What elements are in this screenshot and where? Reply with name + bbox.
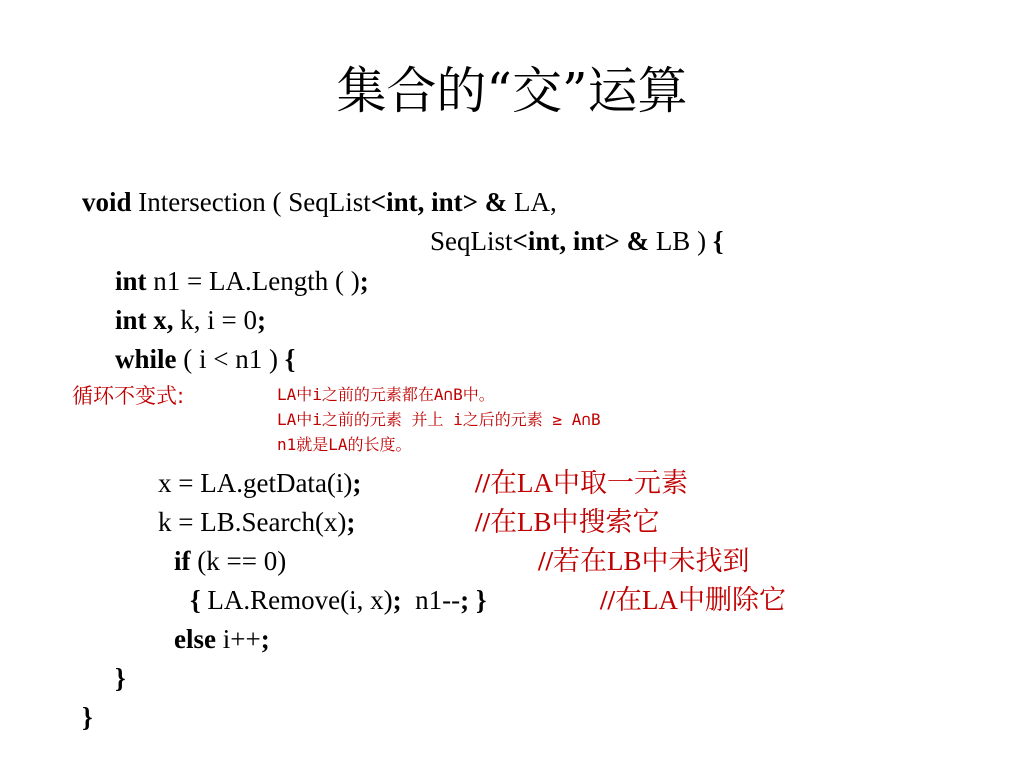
- keyword-while: while: [115, 344, 177, 374]
- statement: i++: [215, 624, 261, 654]
- comment-remove: [600, 583, 786, 617]
- semicolon: ;: [392, 585, 402, 615]
- code-line-while: [115, 342, 295, 376]
- comment-if: [538, 544, 750, 578]
- statement: LA.Remove(i, x): [200, 585, 393, 615]
- code-line-search: [158, 505, 355, 539]
- function-name: Intersection ( SeqList: [131, 187, 371, 217]
- statement: k = LB.Search(x): [158, 507, 347, 537]
- comment-marker: //: [538, 546, 554, 576]
- code-line-getdata: [158, 466, 361, 500]
- slide-title: 集合的“交”运算: [336, 62, 688, 120]
- vars-rest: k, i = 0: [173, 305, 257, 335]
- open-brace: {: [190, 585, 201, 615]
- comment-marker: //: [475, 468, 491, 498]
- invariant-line-3: n1就是LA的长度。: [277, 435, 412, 454]
- code-line-n1-decl: [115, 264, 369, 298]
- close-brace: }: [469, 585, 487, 615]
- if-condition: (k == 0): [190, 546, 287, 576]
- template-args: <int, int>: [512, 226, 620, 256]
- code-line-else: [174, 622, 270, 656]
- param-la: LA,: [507, 187, 557, 217]
- close-brace-function: }: [82, 702, 93, 732]
- statement: x = LA.getData(i): [158, 468, 353, 498]
- semicolon: ;: [346, 507, 356, 537]
- var-x: x,: [146, 305, 174, 335]
- keyword-int: int: [115, 266, 147, 296]
- param-lb: LB ): [649, 226, 707, 256]
- comment-text: 在LA中删除它: [615, 585, 787, 615]
- expression: n1 = LA.Length ( ): [146, 266, 360, 296]
- comment-getdata: [475, 466, 688, 500]
- reference-symbol: &: [478, 187, 508, 217]
- comment-marker: //: [475, 507, 491, 537]
- close-brace-while: }: [115, 663, 126, 693]
- invariant-line-1: LA中i之前的元素都在A∩B中。: [277, 385, 495, 404]
- invariant-label: 循环不变式:: [72, 384, 185, 408]
- open-brace: {: [277, 344, 296, 374]
- comment-text: 若在LB中未找到: [553, 546, 750, 576]
- type-name: SeqList: [430, 226, 513, 256]
- comment-text: 在LB中搜索它: [490, 507, 660, 537]
- while-condition: ( i < n1 ): [176, 344, 278, 374]
- reference-symbol: &: [619, 226, 650, 256]
- semicolon: ;: [260, 624, 270, 654]
- semicolon: ;: [257, 305, 266, 335]
- comment-text: 在LA中取一元素: [490, 468, 689, 498]
- semicolon: ;: [460, 585, 470, 615]
- code-line-remove: [190, 583, 486, 617]
- comment-search: [475, 505, 660, 539]
- open-brace: {: [706, 226, 724, 256]
- code-line-signature: [82, 185, 557, 219]
- keyword-else: else: [174, 624, 216, 654]
- invariant-line-2: LA中i之前的元素 并上 i之后的元素 ≥ A∩B: [277, 410, 601, 429]
- code-line-vars-decl: [115, 303, 266, 337]
- template-args: <int, int>: [370, 187, 479, 217]
- semicolon: ;: [352, 468, 362, 498]
- semicolon: ;: [359, 266, 369, 296]
- code-line-param-lb: [430, 224, 723, 258]
- comment-marker: //: [600, 585, 616, 615]
- keyword-void: void: [82, 187, 132, 217]
- code-line-if: [174, 544, 286, 578]
- keyword-int: int: [115, 305, 147, 335]
- decrement-statement: n1--: [401, 585, 461, 615]
- keyword-if: if: [174, 546, 191, 576]
